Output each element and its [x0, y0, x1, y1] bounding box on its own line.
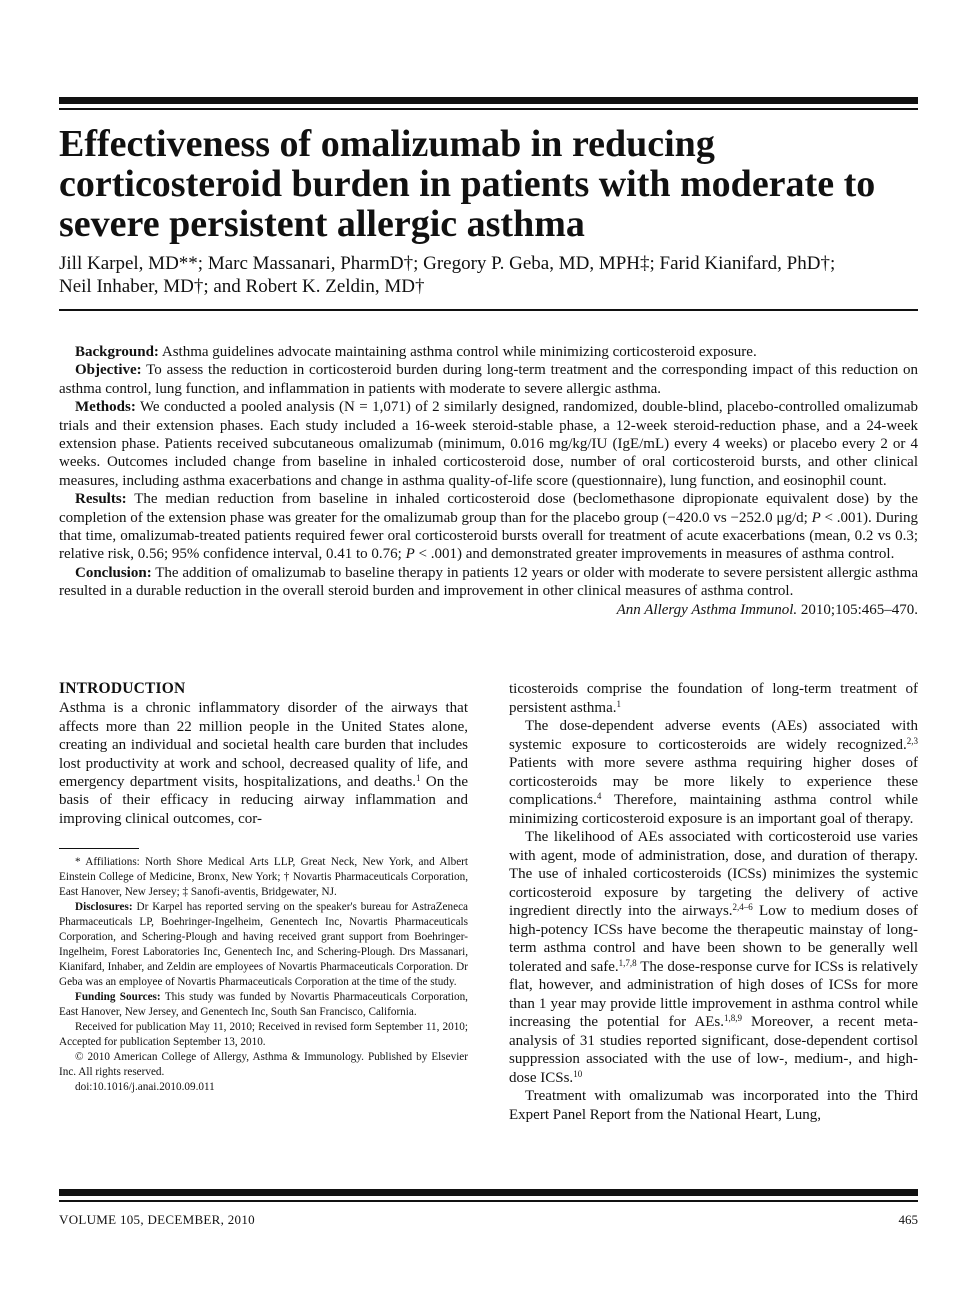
footnote-disclosures: Disclosures: Dr Karpel has reported serving on the speaker's bureau for AstraZeneca Pharmaceuticals LP, Boehringer-Ingelheim, Genentech Inc, Novartis Pharmaceuticals Corporation, and Schering-Plough and having received grant support from Boehringer-Ingelheim, Forest Laboratories Inc, Genentech Inc, and Schering-Plough. Drs Massanari, Kianifard, Inhaber, and Zeldin are employees of Novartis Pharmaceuticals Corporation. Dr Geba was an employee of Novartis Pharmaceuticals Corporation at the time of the study. [59, 901, 468, 989]
footnote-funding: Funding Sources: This study was funded by Novartis Pharmaceuticals Corporation, East Hanover, New Jersey, and Genentech Inc, South San Francisco, California. [59, 991, 468, 1019]
bottom-rule-thick [59, 1189, 918, 1196]
intro-paragraph: Asthma is a chronic inflammatory disorder of the airways that affects more than 22 million people in the United States alone, creating an individual and societal health care burden that includes lost productivity at work and school, decreased quality of life, and emergency department visits, hospitalizations, and deaths.$^1$ On the basis of their efficacy in reducing airway inflammation and improving clinical outcomes, cor- [59, 700, 468, 827]
footer-page-number: 465 [898, 1212, 918, 1227]
citation-ref: 1 [416, 773, 421, 784]
abstract-objective: Objective: To assess the reduction in corticosteroid burden during long-term treatment and the corresponding impact of this reduction on asthma control, lung function, and inflammation in patients with moderate to severe allergic asthma. [59, 362, 919, 397]
citation-ref: 1,7,8 [618, 957, 637, 968]
citation-ref: 2,3 [906, 735, 918, 746]
header-divider [59, 309, 918, 311]
citation-ref: 2,4–6 [732, 902, 753, 912]
abstract-conclusion: Conclusion: The addition of omalizumab to baseline therapy in patients 12 years or older with moderate to severe persistent allergic asthma resulted in a durable reduction in the overall steroid burden and improvement in other clinical measures of asthma control. [59, 564, 918, 600]
left-column [59, 680, 468, 1095]
footnotes [59, 855, 468, 1095]
footnote-divider [59, 848, 139, 849]
citation-ref: 1 [616, 698, 621, 709]
citation-ref: 4 [596, 791, 602, 801]
footnote-doi[interactable]: doi:10.1016/j.anai.2010.09.011 [75, 1081, 215, 1094]
authors-line-2: Neil Inhaber, MD†; and Robert K. Zeldin, MD† [59, 276, 425, 297]
bottom-rule-thin [59, 1200, 918, 1202]
right-paragraph-2: The dose-dependent adverse events (AEs) associated with systemic exposure to corticosteroids are widely recognized.$^{2,3}$ Patients with more severe asthma requiring higher doses of corticosteroids may be more likely to experience these complications.$^4$ Therefore, maintaining asthma control while minimizing corticosteroid exposure is an important goal of therapy. [509, 718, 918, 827]
top-rule-thin [59, 108, 918, 110]
citation-ref: 10 [573, 1068, 583, 1079]
top-rule-thick [59, 97, 918, 104]
footnote-received: Received for publication May 11, 2010; Received in revised form September 11, 2010; Accepted for publication September 13, 2010. [59, 1021, 468, 1049]
abstract-methods: Methods: We conducted a pooled analysis (N = 1,071) of 2 similarly designed, randomized, double-blind, placebo-controlled omalizumab trials and their extension phases. Each study included a 16-week steroid-stable phase, a 12-week steroid-reduction phase, and a 24-week extension phase. Patients received subcutaneous omalizumab (minimum, 0.016 mg/kg/IU (IgE/mL) every 4 weeks) or placebo every 2 or 4 weeks. Outcomes included change from baseline in inhaled corticosteroid dose, number of oral corticosteroid bursts, and other clinical measures, including asthma exacerbations and change in asthma quality-of-life score (questionnaire), lung function, and eosinophil count. [59, 399, 918, 489]
abstract-background: Background: Asthma guidelines advocate maintaining asthma control while minimizing corticosteroid exposure. [75, 344, 757, 360]
right-column [509, 680, 918, 1124]
footer-volume: VOLUME 105, DECEMBER, 2010 [59, 1212, 255, 1227]
journal-citation: Ann Allergy Asthma Immunol. 2010;105:465–470. [616, 601, 918, 618]
authors-line-1: Jill Karpel, MD**; Marc Massanari, PharmD†; Gregory P. Geba, MD, MPH‡; Farid Kianifard, PhD†; [59, 253, 836, 274]
author-list [59, 252, 919, 298]
right-paragraph-3: The likelihood of AEs associated with corticosteroid use varies with agent, mode of administration, dose, and duration of therapy. The use of inhaled corticosteroids (ICSs) minimizes the systemic corticosteroid exposure by targeting the delivery of active ingredient directly into the airways.$^{2,4-6}$ Low to medium doses of high-potency ICSs have become the therapeutic mainstay of long-term asthma control and have been shown to be generally well tolerated and safe.$^{1,7,8}$ The dose-response curve for ICSs is relatively flat, however, and administration of high doses of ICSs for more than 1 year may provide little improvement in asthma control while increasing the potential for AEs.$^{1,8,9}$ Moreover, a recent meta-analysis of 31 studies reported significant, dose-dependent cortisol suppression associated with the use of low-, medium-, and high-dose ICSs.$^{10}$ [509, 829, 918, 1086]
section-heading-introduction: INTRODUCTION [59, 680, 186, 697]
abstract-results: Results: The median reduction from baseline in inhaled corticosteroid dose (beclomethasone dipropionate equivalent dose) by the completion of the extension phase was greater for the omalizumab group than for the placebo group (−420.0 vs −252.0 μg/d; P < .001). During that time, omalizumab-treated patients required fewer oral corticosteroid bursts overall for treatment of acute exacerbations (mean, 0.2 vs 0.3; relative risk, 0.56; 95% confidence interval, 0.41 to 0.76; P < .001) and demonstrated greater improvements in measures of asthma control. [59, 491, 918, 563]
abstract [59, 343, 918, 619]
right-paragraph-4: Treatment with omalizumab was incorporated into the Third Expert Panel Report from the National Heart, Lung, [509, 1088, 918, 1123]
article-title: Effectiveness of omalizumab in reducing corticosteroid burden in patients with moderate to severe persistent allergic asthma [59, 123, 876, 245]
footnote-copyright: © 2010 American College of Allergy, Asthma & Immunology. Published by Elsevier Inc. All rights reserved. [59, 1051, 468, 1079]
citation-ref: 1,8,9 [723, 1013, 742, 1023]
right-paragraph-1: ticosteroids comprise the foundation of long-term treatment of persistent asthma.$^1$ [509, 681, 918, 716]
footnote-affiliations: * Affiliations: North Shore Medical Arts LLP, Great Neck, New York, and Albert Einstein College of Medicine, Bronx, New York; † Novartis Pharmaceuticals Corporation, East Hanover, New Jersey; ‡ Sanofi-aventis, Bridgewater, NJ. [59, 856, 468, 899]
